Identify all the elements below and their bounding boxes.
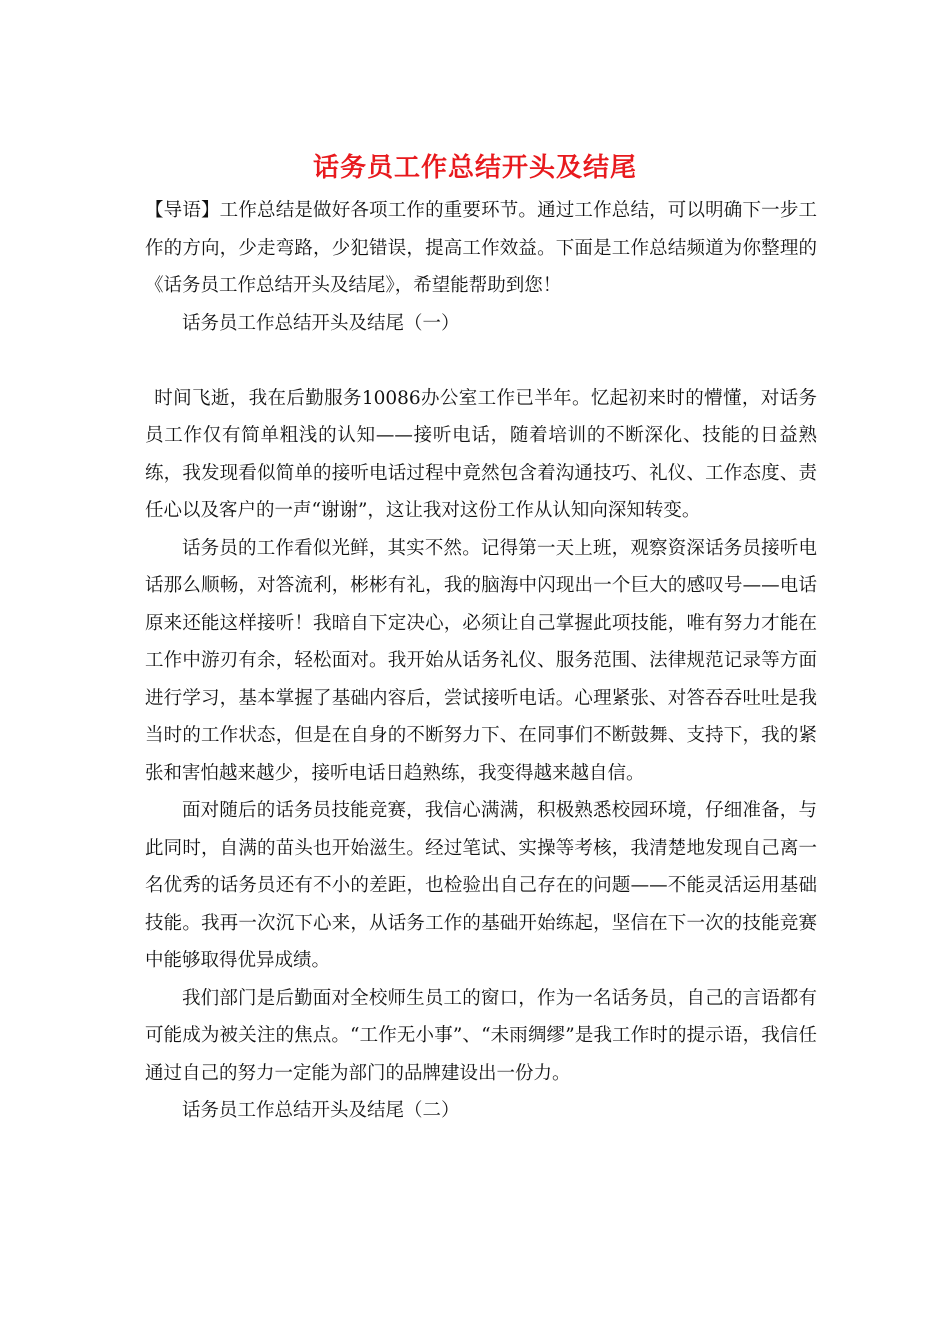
document-title: 话务员工作总结开头及结尾 — [312, 153, 637, 183]
intro-paragraph: 【导语】工作总结是做好各项工作的重要环节。通过工作总结，可以明确下一步工作的方向，少走弯路，少犯错误，提高工作效益。下面是工作总结频道为你整理的《话务员工作总结开头及结尾》，希望能帮助到您！ — [145, 200, 817, 296]
body-paragraph-4: 我们部门是后勤面对全校师生员工的窗口，作为一名话务员，自己的言语都有可能成为被关注的焦点。“工作无小事”、“未雨绸缪”是我工作时的提示语，我信任通过自己的努力一定能为部门的品牌建设出一份力。 — [145, 987, 817, 1084]
blank-line — [145, 342, 817, 380]
section-heading-2: 话务员工作总结开头及结尾（二） — [182, 1100, 460, 1121]
section-heading-1: 话务员工作总结开头及结尾（一） — [182, 312, 460, 334]
body-paragraph-2: 话务员的工作看似光鲜，其实不然。记得第一天上班，观察资深话务员接听电话那么顺畅，对答流利，彬彬有礼，我的脑海中闪现出一个巨大的感叹号——电话原来还能这样接听！我暗自下定决心，必须让自己掌握此项技能，唯有努力才能在工作中游刃有余，轻松面对。我开始从话务礼仪、服务范围、法律规范记录等方面进行学习，基本掌握了基础内容后，尝试接听电话。心理紧张、对答吞吞吐吐是我当时的工作状态，但是在自身的不断努力下、在同事们不断鼓舞、支持下，我的紧张和害怕越来越少，接听电话日趋熟练，我变得越来越自信。 — [145, 537, 817, 784]
body-paragraph-3: 面对随后的话务员技能竞赛，我信心满满，积极熟悉校园环境，仔细准备，与此同时，自满的苗头也开始滋生。经过笔试、实操等考核，我清楚地发现自己离一名优秀的话务员还有不小的差距，也检验出自己存在的问题——不能灵活运用基础技能。我再一次沉下心来，从话务工作的基础开始练起，坚信在下一次的技能竞赛中能够取得优异成绩。 — [145, 800, 817, 971]
document-body — [145, 192, 817, 1130]
body-paragraph-1: 时间飞逝，我在后勤服务10086办公室工作已半年。忆起初来时的懵懂，对话务员工作仅有简单粗浅的认知——接听电话，随着培训的不断深化、技能的日益熟练，我发现看似简单的接听电话过程中竟然包含着沟通技巧、礼仪、工作态度、责任心以及客户的一声“谢谢”，这让我对这份工作从认知向深知转变。 — [145, 387, 817, 521]
